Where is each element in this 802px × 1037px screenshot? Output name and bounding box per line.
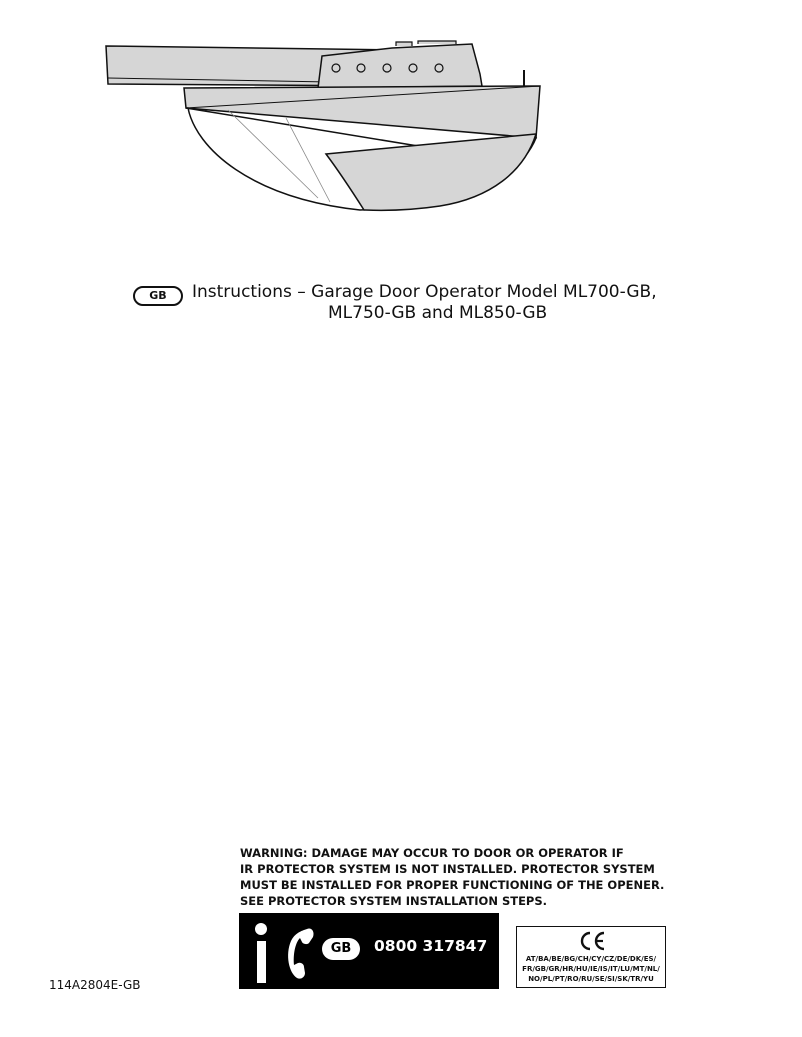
warning-line: IR PROTECTOR SYSTEM IS NOT INSTALLED. PROTECTOR SYSTEM: [240, 862, 655, 876]
document-code: 114A2804E-GB: [49, 978, 141, 992]
helpline-box: [239, 913, 499, 989]
title-line-1: Instructions – Garage Door Operator Model ML700-GB,: [192, 282, 657, 302]
warning-notice: [240, 845, 680, 909]
ce-mark-icon: [577, 931, 607, 951]
product-illustration: [100, 38, 560, 218]
ce-country-line: NO/PL/PT/RO/RU/SE/SI/SK/TR/YU: [528, 975, 654, 983]
phone-icon: [283, 925, 317, 981]
language-badge: GB: [133, 286, 183, 306]
helpline-country-badge: GB: [322, 938, 360, 960]
info-icon: [255, 923, 269, 981]
ce-country-list: [517, 954, 665, 984]
ce-country-line: FR/GB/GR/HR/HU/IE/IS/IT/LU/MT/NL/: [522, 965, 660, 973]
warning-line: WARNING: DAMAGE MAY OCCUR TO DOOR OR OPERATOR IF: [240, 846, 624, 860]
certification-box: [516, 926, 666, 988]
title-line-2: ML750-GB and ML850-GB: [328, 303, 548, 323]
helpline-phone-number: 0800 317847: [374, 937, 488, 955]
warning-line: MUST BE INSTALLED FOR PROPER FUNCTIONING OF THE OPENER.: [240, 878, 665, 892]
ce-country-line: AT/BA/BE/BG/CH/CY/CZ/DE/DK/ES/: [525, 955, 657, 963]
warning-line: SEE PROTECTOR SYSTEM INSTALLATION STEPS.: [240, 894, 548, 908]
